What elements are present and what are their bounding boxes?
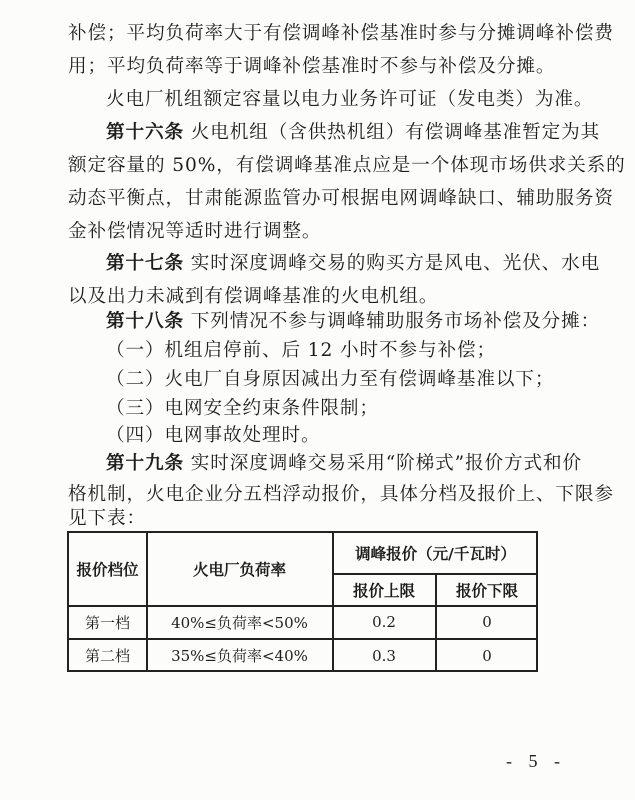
table-cell-load-rate: 35%≤负荷率<40%	[171, 647, 308, 665]
table-cell-upper: 0.2	[372, 613, 396, 631]
body-line: 金补偿情况等适时进行调整。	[68, 221, 322, 242]
body-line: 动态平衡点，甘肃能源监管办可根据电网调峰缺口、辅助服务资	[68, 188, 614, 209]
article-heading: 第十六条	[106, 122, 184, 143]
body-line: 补偿；平均负荷率大于有偿调峰补偿基准时参与分摊调峰补偿费	[68, 23, 614, 44]
header-price-group: 调峰报价（元/千瓦时）	[355, 545, 516, 563]
list-item: （四）电网事故处理时。	[106, 425, 321, 446]
article-text: 下列情况不参与调峰辅助服务市场补偿及分摊：	[183, 311, 601, 332]
list-item: （一）机组启停前、后 12 小时不参与补偿；	[106, 340, 496, 361]
article-17-line	[106, 252, 600, 276]
article-18-line	[106, 310, 600, 334]
article-heading: 第十八条	[106, 311, 184, 332]
article-16-line	[106, 121, 600, 145]
table-cell-lower: 0	[482, 613, 492, 631]
table-cell-upper: 0.3	[372, 646, 396, 665]
page-number: - 5 -	[506, 751, 566, 771]
article-text: 实时深度调峰交易的购买方是风电、光伏、水电	[183, 253, 601, 274]
header-upper: 报价上限	[352, 581, 415, 600]
header-lower: 报价下限	[455, 581, 518, 600]
article-text: 实时深度调峰交易采用“阶梯式”报价方式和价	[183, 453, 582, 474]
price-table	[67, 531, 538, 672]
body-line: 见下表：	[68, 508, 146, 529]
list-item: （三）电网安全约束条件限制；	[106, 398, 379, 419]
body-line: 额定容量的 50%，有偿调峰基准点应是一个体现市场供求关系的	[68, 155, 626, 176]
body-line: 格机制，火电企业分五档浮动报价，具体分档及报价上、下限参	[68, 484, 614, 505]
article-heading: 第十九条	[106, 453, 184, 474]
table-cell-load-rate: 40%≤负荷率<50%	[171, 613, 308, 632]
table-cell-lower: 0	[482, 646, 492, 665]
body-line: 以及出力未减到有偿调峰基准的火电机组。	[68, 286, 439, 307]
body-line: 用；平均负荷率等于调峰补偿基准时不参与补偿及分摊。	[68, 56, 556, 77]
article-19-line	[106, 452, 582, 476]
article-text: 火电机组（含供热机组）有偿调峰基准暂定为其	[183, 122, 601, 143]
header-load-rate: 火电厂负荷率	[192, 561, 286, 579]
body-line: 火电厂机组额定容量以电力业务许可证（发电类）为准。	[106, 89, 594, 110]
header-level: 报价档位	[76, 561, 139, 579]
article-heading: 第十七条	[106, 253, 184, 274]
table-cell-level: 第一档	[84, 613, 130, 632]
list-item: （二）火电厂自身原因减出力至有偿调峰基准以下；	[106, 369, 555, 390]
table-cell-level: 第二档	[84, 647, 130, 665]
